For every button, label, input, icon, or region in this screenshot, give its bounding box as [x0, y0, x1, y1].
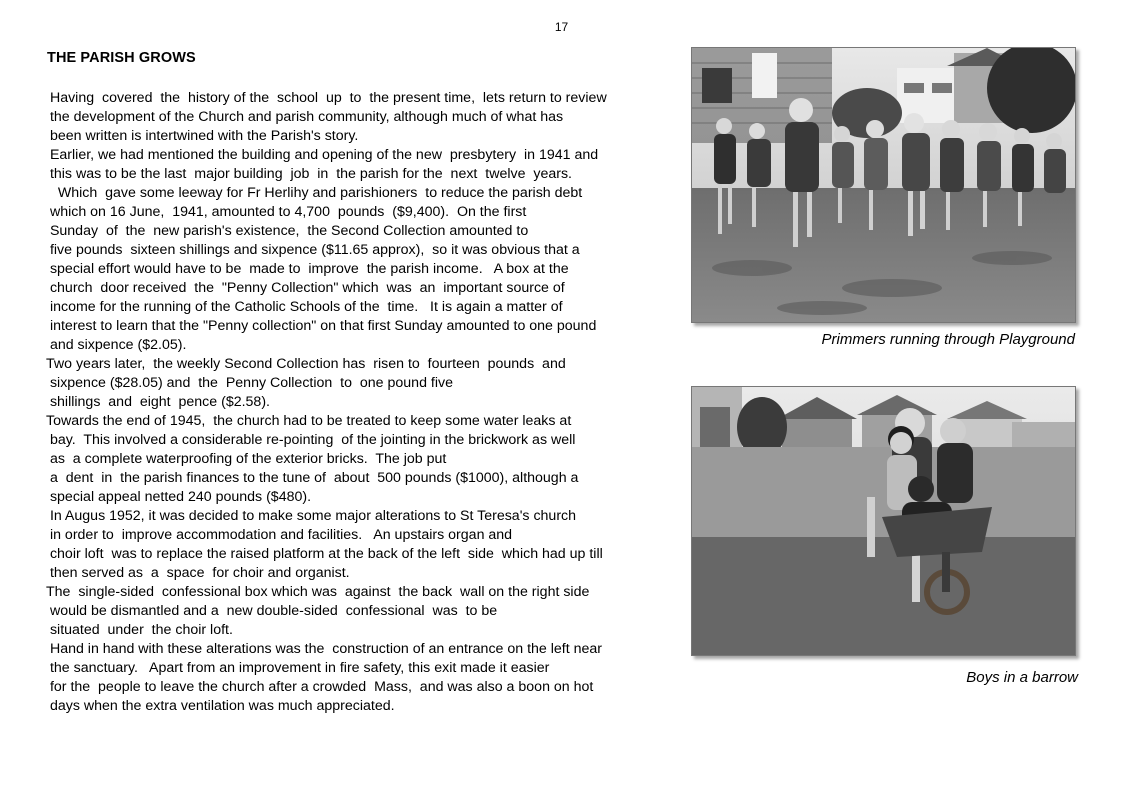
text-line: church door received the "Penny Collection" which was an important source of — [46, 280, 565, 296]
text-line: Sunday of the new parish's existence, the Second Collection amounted to — [46, 223, 529, 239]
text-line: and sixpence ($2.05). — [46, 337, 187, 353]
text-line: days when the extra ventilation was much appreciated. — [46, 698, 395, 714]
text-line: Which gave some leeway for Fr Herlihy and parishioners to reduce the parish debt — [46, 185, 583, 201]
text-line: In Augus 1952, it was decided to make some major alterations to St Teresa's church — [46, 508, 577, 524]
text-line: situated under the choir loft. — [46, 622, 233, 638]
text-line: five pounds sixteen shillings and sixpence ($11.65 approx), so it was obvious that a — [46, 242, 580, 258]
page-number: 17 — [554, 20, 569, 34]
text-line: would be dismantled and a new double-sided confessional was to be — [46, 603, 498, 619]
text-line: Having covered the history of the school up to the present time, lets return to review — [46, 90, 607, 106]
text-line: a dent in the parish finances to the tune of about 500 pounds ($1000), although a — [46, 470, 579, 486]
text-line: income for the running of the Catholic Schools of the time. It is again a matter of — [46, 299, 563, 315]
text-line: for the people to leave the church after a crowded Mass, and was also a boon on hot — [46, 679, 594, 695]
playground-photo-caption: Primmers running through Playground — [821, 331, 1075, 348]
text-line: bay. This involved a considerable re-pointing of the jointing in the brickwork as well — [46, 432, 576, 448]
text-line: this was to be the last major building job in the parish for the next twelve years. — [46, 166, 572, 182]
page-heading: THE PARISH GROWS — [47, 50, 196, 66]
barrow-photo-image — [692, 387, 1075, 655]
text-line: sixpence ($28.05) and the Penny Collection to one pound five — [46, 375, 453, 391]
text-line: the sanctuary. Apart from an improvement in fire safety, this exit made it easier — [46, 660, 550, 676]
text-line: as a complete waterproofing of the exterior bricks. The job put — [46, 451, 447, 467]
text-line: in order to improve accommodation and facilities. An upstairs organ and — [46, 527, 513, 543]
text-line: The single-sided confessional box which was against the back wall on the right side — [46, 584, 590, 600]
barrow-photo — [691, 386, 1076, 656]
text-line: Earlier, we had mentioned the building and opening of the new presbytery in 1941 and — [46, 147, 599, 163]
text-line: special effort would have to be made to improve the parish income. A box at the — [46, 261, 569, 277]
text-line: Two years later, the weekly Second Collection has risen to fourteen pounds and — [46, 356, 566, 372]
text-line: shillings and eight pence ($2.58). — [46, 394, 270, 410]
text-line: which on 16 June, 1941, amounted to 4,700 pounds ($9,400). On the first — [46, 204, 527, 220]
body-text — [46, 89, 656, 716]
text-line: interest to learn that the "Penny collection" on that first Sunday amounted to one pound — [46, 318, 597, 334]
playground-photo — [691, 47, 1076, 323]
text-line: choir loft was to replace the raised platform at the back of the left side which had up till — [46, 546, 603, 562]
text-line: been written is intertwined with the Parish's story. — [46, 128, 359, 144]
text-line: Hand in hand with these alterations was the construction of an entrance on the left near — [46, 641, 603, 657]
playground-photo-image — [692, 48, 1075, 322]
text-line: then served as a space for choir and organist. — [46, 565, 350, 581]
text-line: special appeal netted 240 pounds ($480). — [46, 489, 312, 505]
text-line: the development of the Church and parish community, although much of what has — [46, 109, 564, 125]
barrow-photo-caption: Boys in a barrow — [966, 669, 1078, 686]
text-line: Towards the end of 1945, the church had to be treated to keep some water leaks at — [46, 413, 572, 429]
